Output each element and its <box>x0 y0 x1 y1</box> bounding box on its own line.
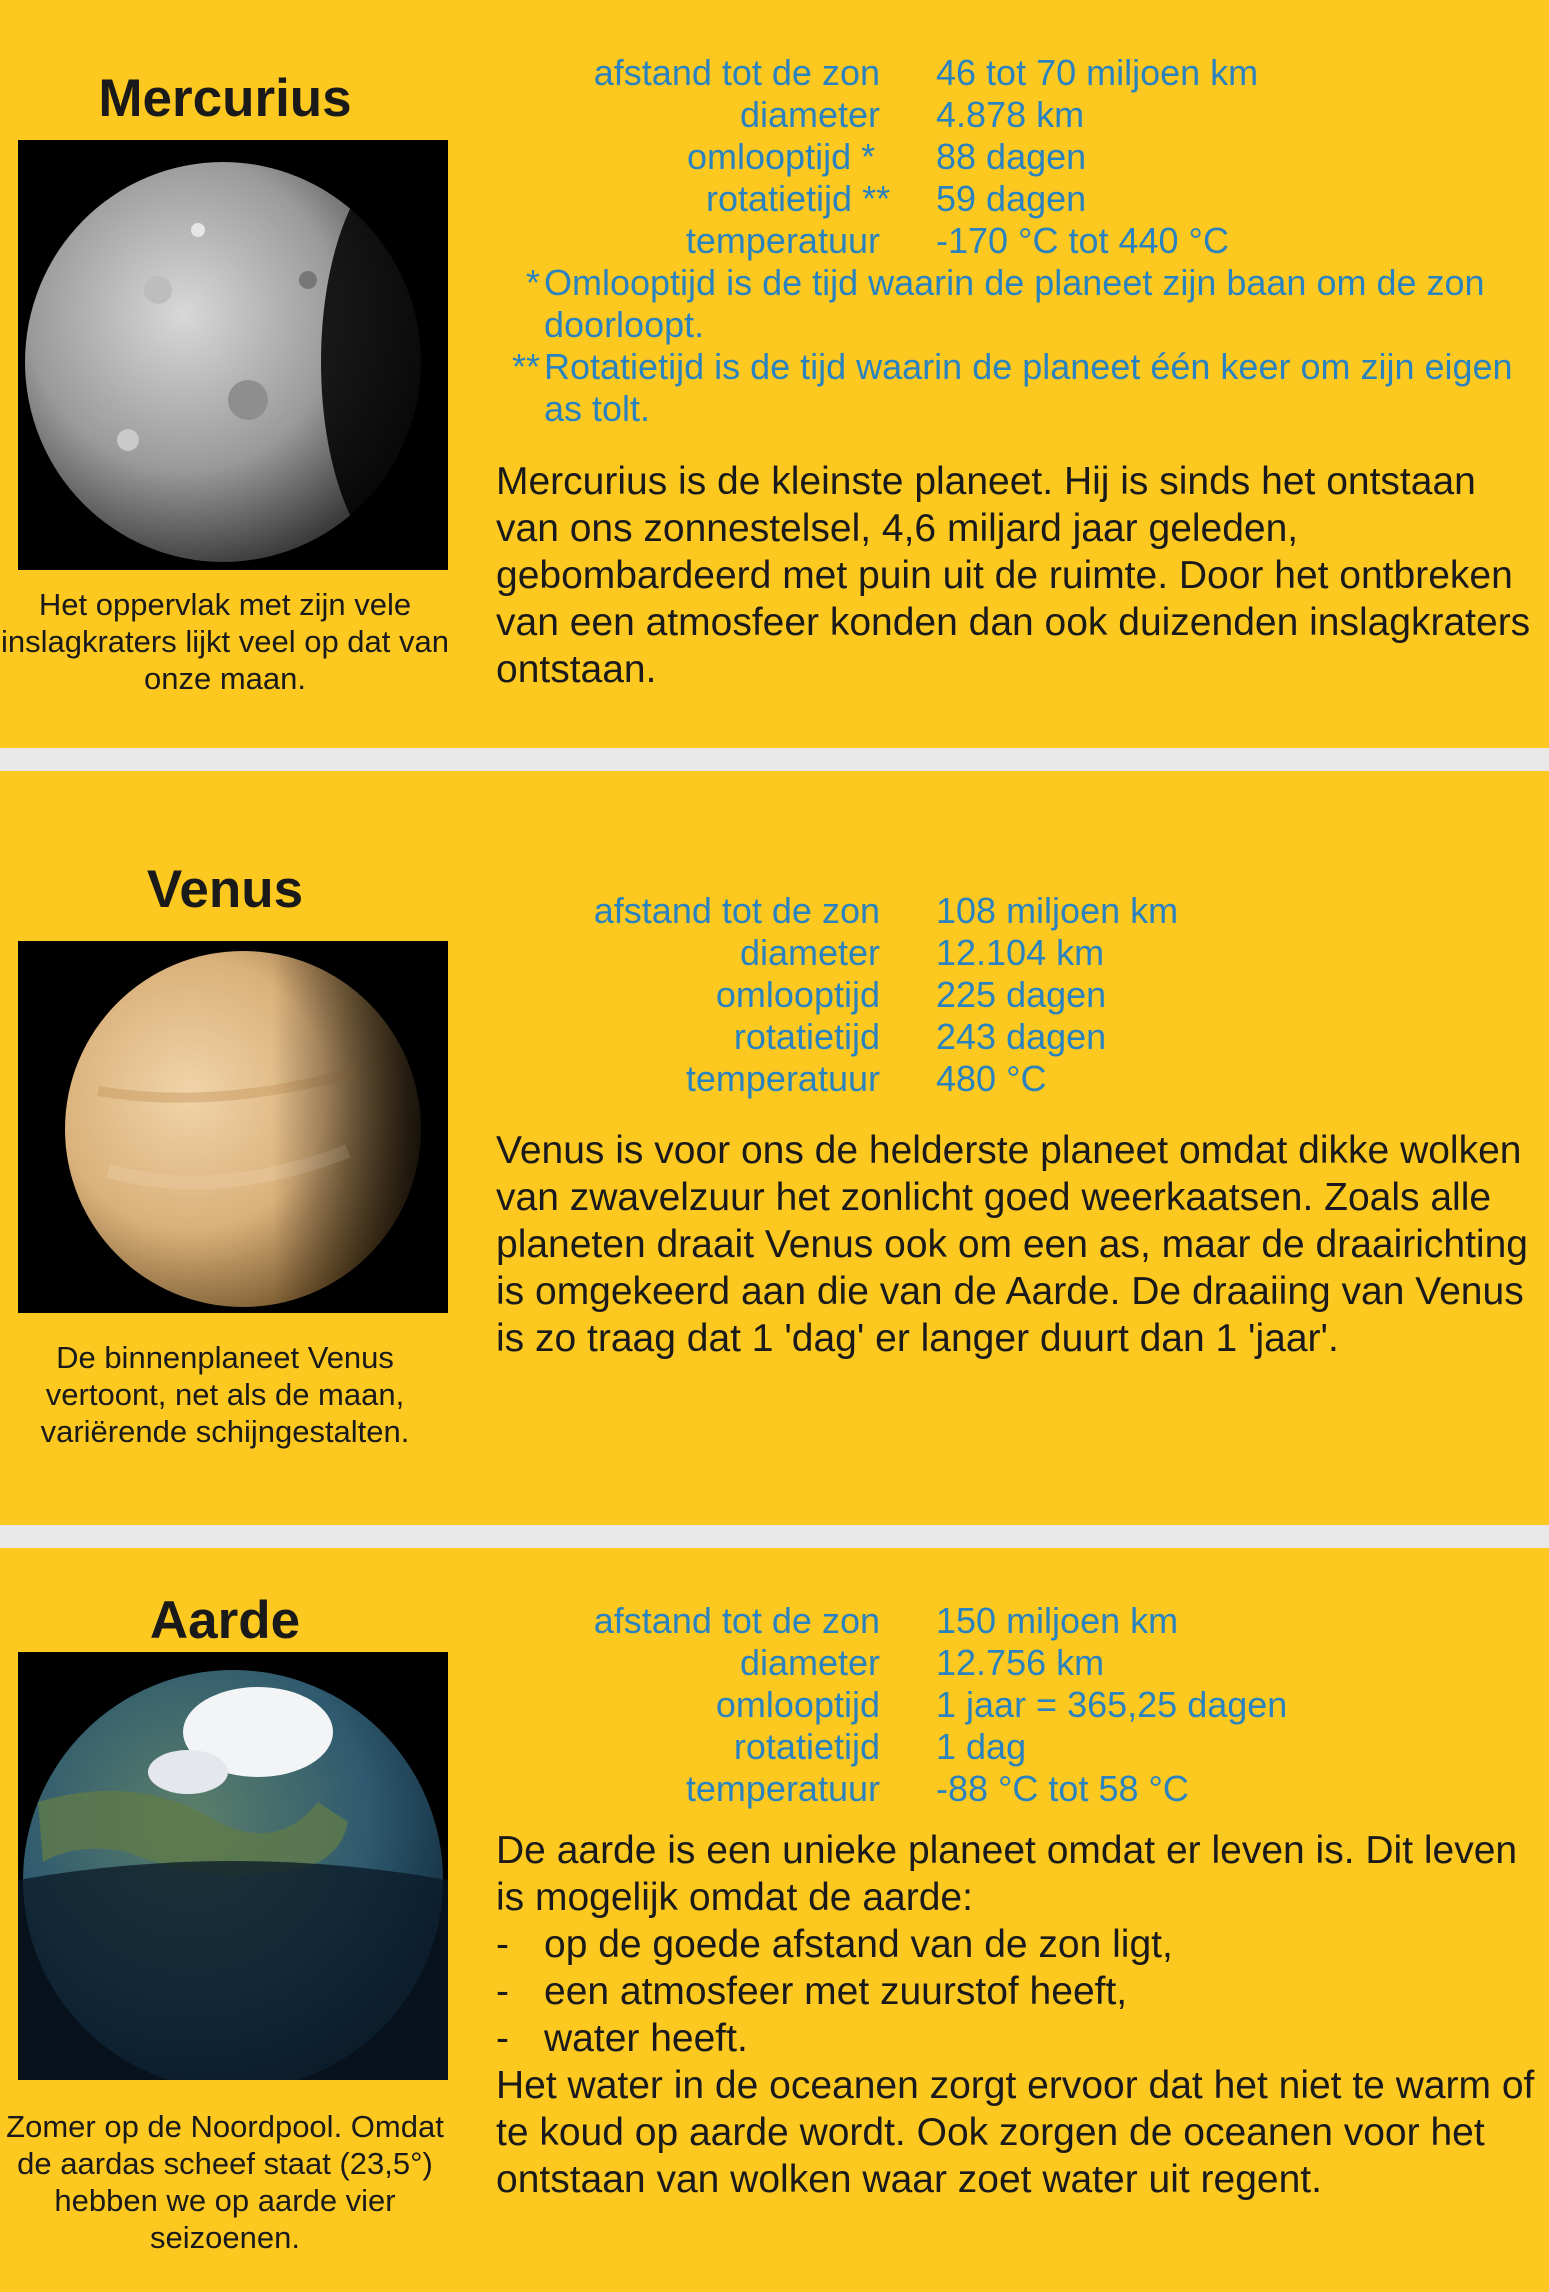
fact-value: -170 °C tot 440 °C <box>936 220 1229 261</box>
footnote-marker: ** <box>511 346 540 387</box>
fact-row <box>480 220 1540 262</box>
list-marker: - <box>496 2017 509 2060</box>
aarde-facts <box>480 1600 1540 1810</box>
list-marker: - <box>496 1970 509 2013</box>
fact-row <box>480 178 1540 220</box>
fact-label: afstand tot de zon <box>593 890 880 931</box>
fact-label: afstand tot de zon <box>593 1600 880 1641</box>
mercurius-text: Mercurius is de kleinste planeet. Hij is sinds het ontstaan van ons zonnestelsel, 4,6 miljard jaar geleden, gebombardeerd met puin uit de ruimte. Door het ontbreken van een atmosfeer konden dan ook duizenden inslagkraters ontstaan. <box>496 460 1531 691</box>
venus-description <box>496 1127 1541 1362</box>
fact-label: rotatietijd <box>733 1016 880 1057</box>
fact-value: 59 dagen <box>936 178 1087 219</box>
list-marker: - <box>496 1923 509 1966</box>
fact-value: 12.756 km <box>936 1642 1105 1683</box>
aarde-outro: Het water in de oceanen zorgt ervoor dat het niet te warm of te koud op aarde wordt. Ook zorgen de oceanen voor het ontstaan van wolken waar zoet water uit regent. <box>496 2064 1535 2201</box>
fact-label: omlooptijd <box>715 1684 880 1725</box>
aarde-description <box>496 1827 1541 2203</box>
fact-value: 12.104 km <box>936 932 1105 973</box>
venus-photo <box>18 941 448 1313</box>
mercurius-title: Mercurius <box>98 69 352 128</box>
fact-label: rotatietijd <box>733 1726 880 1767</box>
fact-label: rotatietijd ** <box>706 178 891 219</box>
fact-label: diameter <box>739 1642 880 1683</box>
fact-value: 1 jaar = 365,25 dagen <box>936 1684 1288 1725</box>
fact-value: 1 dag <box>936 1726 1027 1767</box>
fact-row <box>480 974 1540 1016</box>
fact-row <box>480 1684 1540 1726</box>
aarde-title: Aarde <box>149 1591 301 1650</box>
fact-label: temperatuur <box>685 220 880 261</box>
venus-text: Venus is voor ons de helderste planeet omdat dikke wolken van zwavelzuur het zonlicht goed weerkaatsen. Zoals alle planeten draait Venus ook om een as, maar de draairichting is omgekeerd aan die van de Aarde. De draaiing van Venus is zo traag dat 1 'dag' er langer duurt dan 1 'jaar'. <box>496 1129 1528 1360</box>
fact-row <box>480 136 1540 178</box>
fact-value: 243 dagen <box>936 1016 1107 1057</box>
footnote-text: Rotatietijd is de tijd waarin de planeet één keer om zijn eigen as tolt. <box>544 346 1513 429</box>
fact-label: temperatuur <box>685 1768 880 1809</box>
fact-label: omlooptijd * <box>687 136 876 177</box>
fact-row <box>480 94 1540 136</box>
venus-facts <box>480 890 1540 1100</box>
mercurius-caption: Het oppervlak met zijn vele inslagkraters lijkt veel op dat van onze maan. <box>0 587 449 696</box>
list-text: water heeft. <box>544 2017 748 2060</box>
fact-label: temperatuur <box>685 1058 880 1099</box>
footnote-orbit <box>480 262 1540 346</box>
fact-row <box>480 890 1540 932</box>
list-text: op de goede afstand van de zon ligt, <box>544 1923 1173 1966</box>
fact-row <box>480 1726 1540 1768</box>
fact-value: 46 tot 70 miljoen km <box>936 52 1259 93</box>
venus-title: Venus <box>146 860 304 919</box>
fact-row <box>480 1642 1540 1684</box>
fact-row <box>480 1016 1540 1058</box>
fact-row <box>480 1058 1540 1100</box>
mercurius-facts <box>480 52 1540 430</box>
fact-row <box>480 932 1540 974</box>
fact-row <box>480 1600 1540 1642</box>
fact-label: diameter <box>739 932 880 973</box>
list-text: een atmosfeer met zuurstof heeft, <box>544 1970 1128 2013</box>
fact-value: 4.878 km <box>936 94 1085 135</box>
fact-value: 88 dagen <box>936 136 1087 177</box>
aarde-caption: Zomer op de Noordpool. Omdat de aardas scheef staat (23,5°) hebben we op aarde vier seizoenen. <box>6 2109 444 2255</box>
list-item <box>496 1968 1541 2015</box>
footnote-text: Omlooptijd is de tijd waarin de planeet zijn baan om de zon doorloopt. <box>544 262 1485 345</box>
venus-panel <box>0 771 1549 1525</box>
fact-value: 150 miljoen km <box>936 1600 1179 1641</box>
fact-label: omlooptijd <box>715 974 880 1015</box>
fact-row <box>480 52 1540 94</box>
fact-value: -88 °C tot 58 °C <box>936 1768 1189 1809</box>
aarde-intro: De aarde is een unieke planeet omdat er leven is. Dit leven is mogelijk omdat de aarde: <box>496 1829 1518 1919</box>
aarde-photo <box>18 1652 448 2080</box>
fact-value: 225 dagen <box>936 974 1107 1015</box>
fact-label: afstand tot de zon <box>593 52 880 93</box>
fact-value: 480 °C <box>936 1058 1047 1099</box>
fact-label: diameter <box>739 94 880 135</box>
mercurius-description <box>496 458 1541 693</box>
footnote-marker: * <box>525 262 540 303</box>
venus-caption: De binnenplaneet Venus vertoont, net als de maan, variërende schijngestalten. <box>40 1340 410 1449</box>
fact-value: 108 miljoen km <box>936 890 1179 931</box>
fact-row <box>480 1768 1540 1810</box>
aarde-panel <box>0 1548 1549 2292</box>
list-item <box>496 1921 1541 1968</box>
mercurius-panel <box>0 0 1549 748</box>
list-item <box>496 2015 1541 2062</box>
mercurius-photo <box>18 140 448 570</box>
footnote-rotation <box>480 346 1540 430</box>
